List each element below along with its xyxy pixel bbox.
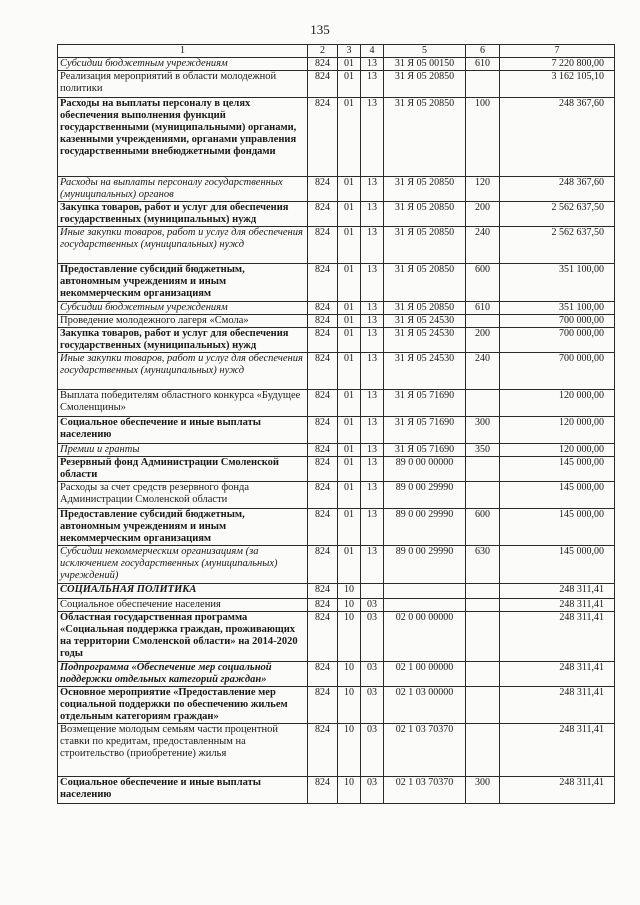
target-article-cell: 31 Я 05 20850 bbox=[384, 302, 466, 315]
expense-type-cell bbox=[466, 662, 500, 687]
target-article-cell: 31 Я 05 71690 bbox=[384, 417, 466, 444]
ministry-code-cell: 824 bbox=[308, 612, 338, 662]
amount-cell: 248 367,60 bbox=[500, 98, 615, 177]
section-code-cell: 10 bbox=[338, 599, 361, 612]
target-article-cell: 31 Я 05 71690 bbox=[384, 390, 466, 417]
table-row bbox=[58, 98, 615, 177]
target-article-cell: 31 Я 05 24530 bbox=[384, 315, 466, 328]
header-cell-1: 1 bbox=[58, 45, 308, 58]
expense-name-cell: Возмещение молодым семьям части процентной ставки по кредитам, предоставленным на строительство (приобретение) жилья bbox=[58, 724, 308, 777]
subsection-code-cell: 13 bbox=[361, 227, 384, 264]
expense-type-cell: 300 bbox=[466, 777, 500, 804]
expense-type-cell bbox=[466, 315, 500, 328]
ministry-code-cell: 824 bbox=[308, 546, 338, 584]
amount-cell: 2 562 637,50 bbox=[500, 227, 615, 264]
amount-cell: 248 311,41 bbox=[500, 612, 615, 662]
expense-name-cell: Расходы на выплаты персоналу в целях обеспечения выполнения функций государственными (муниципальными) органами, казенными учреждениями, органами управления государственными внебюджетными фондами bbox=[58, 98, 308, 177]
ministry-code-cell: 824 bbox=[308, 444, 338, 457]
ministry-code-cell: 824 bbox=[308, 777, 338, 804]
table-row bbox=[58, 227, 615, 264]
amount-cell: 120 000,00 bbox=[500, 390, 615, 417]
table-row bbox=[58, 457, 615, 482]
section-code-cell: 10 bbox=[338, 612, 361, 662]
expense-type-cell bbox=[466, 687, 500, 724]
section-code-cell: 01 bbox=[338, 546, 361, 584]
ministry-code-cell: 824 bbox=[308, 98, 338, 177]
table-row bbox=[58, 509, 615, 546]
amount-cell: 351 100,00 bbox=[500, 264, 615, 302]
expense-name-cell: Реализация мероприятий в области молодежной политики bbox=[58, 71, 308, 98]
table-row bbox=[58, 177, 615, 202]
subsection-code-cell: 13 bbox=[361, 177, 384, 202]
target-article-cell: 89 0 00 00000 bbox=[384, 457, 466, 482]
subsection-code-cell: 13 bbox=[361, 482, 384, 509]
target-article-cell bbox=[384, 599, 466, 612]
subsection-code-cell: 13 bbox=[361, 315, 384, 328]
section-code-cell: 01 bbox=[338, 417, 361, 444]
amount-cell: 248 311,41 bbox=[500, 724, 615, 777]
amount-cell: 700 000,00 bbox=[500, 353, 615, 390]
ministry-code-cell: 824 bbox=[308, 724, 338, 777]
subsection-code-cell: 13 bbox=[361, 302, 384, 315]
header-cell-7: 7 bbox=[500, 45, 615, 58]
page-number: 135 bbox=[310, 22, 330, 37]
ministry-code-cell: 824 bbox=[308, 662, 338, 687]
expense-type-cell: 200 bbox=[466, 328, 500, 353]
ministry-code-cell: 824 bbox=[308, 599, 338, 612]
expense-type-cell: 300 bbox=[466, 417, 500, 444]
amount-cell: 700 000,00 bbox=[500, 328, 615, 353]
subsection-code-cell: 03 bbox=[361, 599, 384, 612]
ministry-code-cell: 824 bbox=[308, 58, 338, 71]
section-code-cell: 01 bbox=[338, 390, 361, 417]
table-row bbox=[58, 264, 615, 302]
target-article-cell: 02 0 00 00000 bbox=[384, 612, 466, 662]
target-article-cell: 31 Я 05 20850 bbox=[384, 202, 466, 227]
expense-type-cell: 120 bbox=[466, 177, 500, 202]
section-code-cell: 01 bbox=[338, 98, 361, 177]
table-row bbox=[58, 687, 615, 724]
ministry-code-cell: 824 bbox=[308, 177, 338, 202]
ministry-code-cell: 824 bbox=[308, 202, 338, 227]
ministry-code-cell: 824 bbox=[308, 584, 338, 599]
expense-type-cell: 240 bbox=[466, 227, 500, 264]
expense-name-cell: Социальное обеспечение и иные выплаты населению bbox=[58, 417, 308, 444]
expense-name-cell: Закупка товаров, работ и услуг для обеспечения государственных (муниципальных) нужд bbox=[58, 328, 308, 353]
expense-type-cell: 200 bbox=[466, 202, 500, 227]
expense-name-cell: СОЦИАЛЬНАЯ ПОЛИТИКА bbox=[58, 584, 308, 599]
subsection-code-cell: 13 bbox=[361, 98, 384, 177]
table-row bbox=[58, 482, 615, 509]
header-cell-4: 4 bbox=[361, 45, 384, 58]
expense-type-cell bbox=[466, 390, 500, 417]
target-article-cell: 31 Я 05 71690 bbox=[384, 444, 466, 457]
table-row bbox=[58, 328, 615, 353]
amount-cell: 700 000,00 bbox=[500, 315, 615, 328]
amount-cell: 248 311,41 bbox=[500, 662, 615, 687]
expense-name-cell: Социальное обеспечение населения bbox=[58, 599, 308, 612]
table-row bbox=[58, 58, 615, 71]
table-row bbox=[58, 599, 615, 612]
expense-type-cell: 630 bbox=[466, 546, 500, 584]
amount-cell: 145 000,00 bbox=[500, 546, 615, 584]
subsection-code-cell: 13 bbox=[361, 353, 384, 390]
section-code-cell: 01 bbox=[338, 482, 361, 509]
amount-cell: 145 000,00 bbox=[500, 509, 615, 546]
expense-name-cell: Подпрограмма «Обеспечение мер социальной поддержки отдельных категорий граждан» bbox=[58, 662, 308, 687]
expense-name-cell: Предоставление субсидий бюджетным, автономным учреждениям и иным некоммерческим организациям bbox=[58, 509, 308, 546]
expense-name-cell: Основное мероприятие «Предоставление мер социальной поддержки по обеспечению жильем отдельным категориям граждан» bbox=[58, 687, 308, 724]
expense-type-cell: 600 bbox=[466, 509, 500, 546]
table-row bbox=[58, 417, 615, 444]
ministry-code-cell: 824 bbox=[308, 227, 338, 264]
expense-type-cell bbox=[466, 584, 500, 599]
target-article-cell: 31 Я 05 24530 bbox=[384, 328, 466, 353]
expense-name-cell: Субсидии некоммерческим организациям (за исключением государственных (муниципальных) учреждений) bbox=[58, 546, 308, 584]
section-code-cell: 01 bbox=[338, 353, 361, 390]
ministry-code-cell: 824 bbox=[308, 315, 338, 328]
ministry-code-cell: 824 bbox=[308, 482, 338, 509]
expense-name-cell: Субсидии бюджетным учреждениям bbox=[58, 302, 308, 315]
table-row bbox=[58, 612, 615, 662]
subsection-code-cell: 13 bbox=[361, 328, 384, 353]
section-code-cell: 10 bbox=[338, 584, 361, 599]
table-row bbox=[58, 202, 615, 227]
target-article-cell: 02 1 00 00000 bbox=[384, 662, 466, 687]
subsection-code-cell: 03 bbox=[361, 687, 384, 724]
header-cell-3: 3 bbox=[338, 45, 361, 58]
amount-cell: 248 311,41 bbox=[500, 584, 615, 599]
section-code-cell: 10 bbox=[338, 724, 361, 777]
subsection-code-cell: 13 bbox=[361, 444, 384, 457]
table-row bbox=[58, 390, 615, 417]
expense-name-cell: Закупка товаров, работ и услуг для обеспечения государственных (муниципальных) нужд bbox=[58, 202, 308, 227]
amount-cell: 120 000,00 bbox=[500, 444, 615, 457]
table-row bbox=[58, 315, 615, 328]
amount-cell: 7 220 800,00 bbox=[500, 58, 615, 71]
expense-name-cell: Иные закупки товаров, работ и услуг для обеспечения государственных (муниципальных) нужд bbox=[58, 353, 308, 390]
section-code-cell: 01 bbox=[338, 315, 361, 328]
expense-name-cell: Расходы на выплаты персоналу государственных (муниципальных) органов bbox=[58, 177, 308, 202]
expense-name-cell: Выплата победителям областного конкурса «Будущее Смоленщины» bbox=[58, 390, 308, 417]
expense-type-cell: 610 bbox=[466, 302, 500, 315]
expense-type-cell bbox=[466, 482, 500, 509]
table-row bbox=[58, 71, 615, 98]
target-article-cell: 31 Я 05 20850 bbox=[384, 177, 466, 202]
subsection-code-cell: 13 bbox=[361, 546, 384, 584]
ministry-code-cell: 824 bbox=[308, 509, 338, 546]
section-code-cell: 10 bbox=[338, 662, 361, 687]
section-code-cell: 01 bbox=[338, 457, 361, 482]
expense-name-cell: Резервный фонд Администрации Смоленской области bbox=[58, 457, 308, 482]
section-code-cell: 01 bbox=[338, 509, 361, 546]
target-article-cell: 89 0 00 29990 bbox=[384, 482, 466, 509]
subsection-code-cell: 13 bbox=[361, 202, 384, 227]
target-article-cell: 31 Я 05 20850 bbox=[384, 227, 466, 264]
amount-cell: 248 311,41 bbox=[500, 777, 615, 804]
expense-name-cell: Социальное обеспечение и иные выплаты населению bbox=[58, 777, 308, 804]
expense-type-cell: 100 bbox=[466, 98, 500, 177]
table-row bbox=[58, 353, 615, 390]
subsection-code-cell: 13 bbox=[361, 509, 384, 546]
amount-cell: 2 562 637,50 bbox=[500, 202, 615, 227]
ministry-code-cell: 824 bbox=[308, 71, 338, 98]
subsection-code-cell: 13 bbox=[361, 71, 384, 98]
expense-name-cell: Расходы за счет средств резервного фонда Администрации Смоленской области bbox=[58, 482, 308, 509]
section-code-cell: 10 bbox=[338, 687, 361, 724]
header-cell-5: 5 bbox=[384, 45, 466, 58]
section-code-cell: 01 bbox=[338, 71, 361, 98]
subsection-code-cell bbox=[361, 584, 384, 599]
target-article-cell: 89 0 00 29990 bbox=[384, 546, 466, 584]
section-code-cell: 01 bbox=[338, 302, 361, 315]
amount-cell: 248 311,41 bbox=[500, 599, 615, 612]
section-code-cell: 01 bbox=[338, 227, 361, 264]
header-row bbox=[58, 45, 615, 58]
amount-cell: 248 311,41 bbox=[500, 687, 615, 724]
section-code-cell: 10 bbox=[338, 777, 361, 804]
expense-name-cell: Областная государственная программа «Социальная поддержка граждан, проживающих на территории Смоленской области» на 2014-2020 годы bbox=[58, 612, 308, 662]
expense-name-cell: Иные закупки товаров, работ и услуг для обеспечения государственных (муниципальных) нужд bbox=[58, 227, 308, 264]
section-code-cell: 01 bbox=[338, 328, 361, 353]
target-article-cell: 31 Я 05 20850 bbox=[384, 264, 466, 302]
subsection-code-cell: 03 bbox=[361, 777, 384, 804]
table-row bbox=[58, 724, 615, 777]
budget-table bbox=[57, 44, 615, 804]
section-code-cell: 01 bbox=[338, 202, 361, 227]
table-row bbox=[58, 444, 615, 457]
amount-cell: 3 162 105,10 bbox=[500, 71, 615, 98]
expense-type-cell bbox=[466, 457, 500, 482]
amount-cell: 120 000,00 bbox=[500, 417, 615, 444]
target-article-cell bbox=[384, 584, 466, 599]
subsection-code-cell: 13 bbox=[361, 58, 384, 71]
target-article-cell: 02 1 03 00000 bbox=[384, 687, 466, 724]
expense-name-cell: Предоставление субсидий бюджетным, автономным учреждениям и иным некоммерческим организациям bbox=[58, 264, 308, 302]
ministry-code-cell: 824 bbox=[308, 353, 338, 390]
amount-cell: 248 367,60 bbox=[500, 177, 615, 202]
ministry-code-cell: 824 bbox=[308, 390, 338, 417]
amount-cell: 145 000,00 bbox=[500, 457, 615, 482]
subsection-code-cell: 03 bbox=[361, 662, 384, 687]
ministry-code-cell: 824 bbox=[308, 328, 338, 353]
expense-name-cell: Субсидии бюджетным учреждениям bbox=[58, 58, 308, 71]
section-code-cell: 01 bbox=[338, 444, 361, 457]
expense-type-cell: 600 bbox=[466, 264, 500, 302]
subsection-code-cell: 13 bbox=[361, 390, 384, 417]
expense-type-cell: 350 bbox=[466, 444, 500, 457]
subsection-code-cell: 13 bbox=[361, 457, 384, 482]
target-article-cell: 02 1 03 70370 bbox=[384, 777, 466, 804]
ministry-code-cell: 824 bbox=[308, 302, 338, 315]
expense-type-cell: 240 bbox=[466, 353, 500, 390]
ministry-code-cell: 824 bbox=[308, 687, 338, 724]
section-code-cell: 01 bbox=[338, 58, 361, 71]
target-article-cell: 02 1 03 70370 bbox=[384, 724, 466, 777]
subsection-code-cell: 03 bbox=[361, 612, 384, 662]
table-row bbox=[58, 662, 615, 687]
expense-type-cell bbox=[466, 71, 500, 98]
table-row bbox=[58, 584, 615, 599]
target-article-cell: 31 Я 05 20850 bbox=[384, 71, 466, 98]
table-row bbox=[58, 302, 615, 315]
target-article-cell: 31 Я 05 00150 bbox=[384, 58, 466, 71]
expense-name-cell: Проведение молодежного лагеря «Смола» bbox=[58, 315, 308, 328]
target-article-cell: 31 Я 05 24530 bbox=[384, 353, 466, 390]
amount-cell: 145 000,00 bbox=[500, 482, 615, 509]
subsection-code-cell: 13 bbox=[361, 264, 384, 302]
expense-type-cell bbox=[466, 599, 500, 612]
expense-type-cell bbox=[466, 724, 500, 777]
ministry-code-cell: 824 bbox=[308, 417, 338, 444]
header-cell-2: 2 bbox=[308, 45, 338, 58]
ministry-code-cell: 824 bbox=[308, 264, 338, 302]
section-code-cell: 01 bbox=[338, 177, 361, 202]
table-row bbox=[58, 546, 615, 584]
expense-type-cell: 610 bbox=[466, 58, 500, 71]
section-code-cell: 01 bbox=[338, 264, 361, 302]
table-row bbox=[58, 777, 615, 804]
expense-type-cell bbox=[466, 612, 500, 662]
amount-cell: 351 100,00 bbox=[500, 302, 615, 315]
subsection-code-cell: 03 bbox=[361, 724, 384, 777]
header-cell-6: 6 bbox=[466, 45, 500, 58]
ministry-code-cell: 824 bbox=[308, 457, 338, 482]
target-article-cell: 31 Я 05 20850 bbox=[384, 98, 466, 177]
expense-name-cell: Премии и гранты bbox=[58, 444, 308, 457]
subsection-code-cell: 13 bbox=[361, 417, 384, 444]
target-article-cell: 89 0 00 29990 bbox=[384, 509, 466, 546]
